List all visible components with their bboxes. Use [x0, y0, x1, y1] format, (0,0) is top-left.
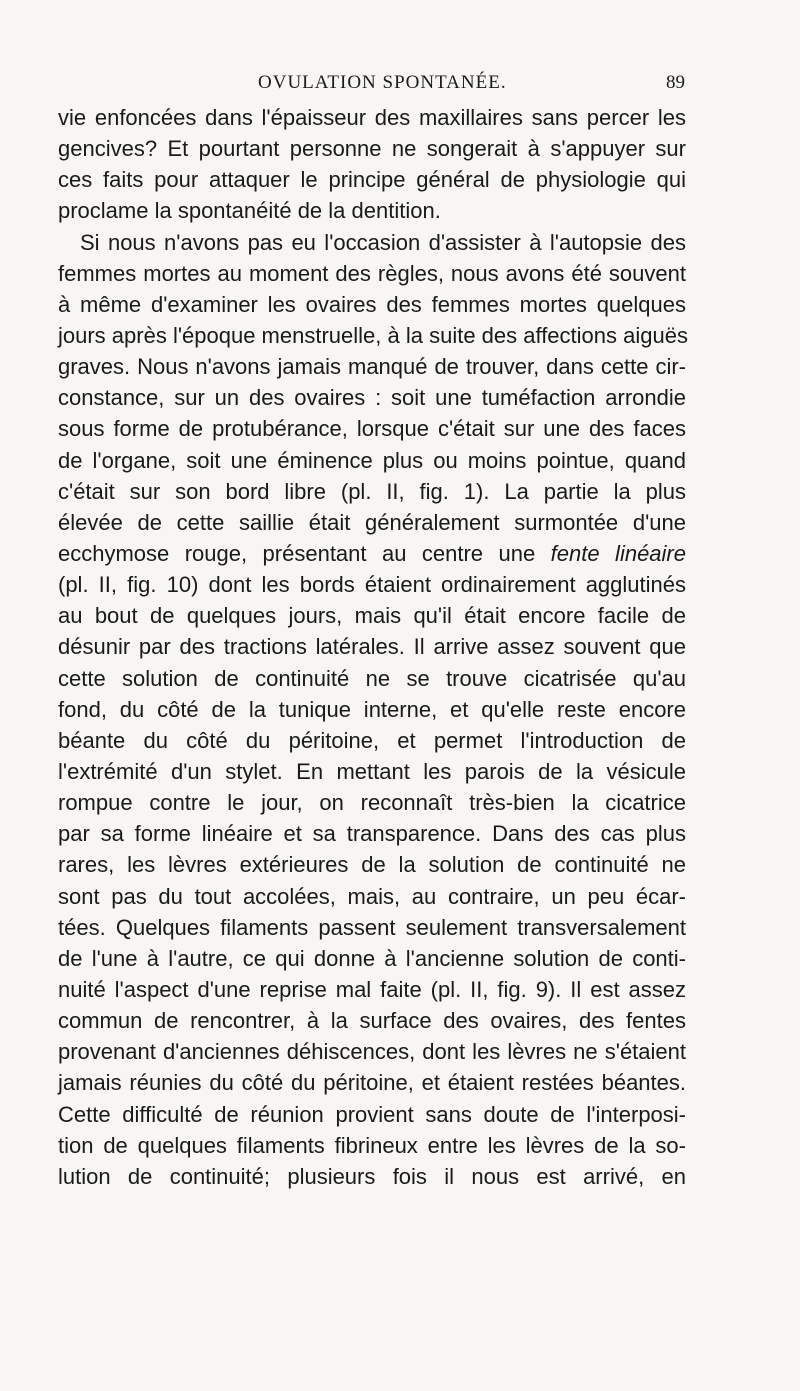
text-line: nuité l'aspect d'une reprise mal faite (pl. II, fig. 9). Il est assez	[58, 976, 686, 1002]
text-line: Si nous n'avons pas eu l'occasion d'assister à l'autopsie des	[80, 229, 686, 255]
text-line: rares, les lèvres extérieures de la solution de continuité ne	[58, 852, 686, 878]
text-line-part: ecchymose rouge, présentant au centre une	[58, 540, 536, 566]
running-title: OVULATION SPONTANÉE.	[258, 72, 507, 93]
text-line: de l'organe, soit une éminence plus ou moins pointue, quand	[58, 447, 686, 473]
text-line: lution de continuité; plusieurs fois il nous est arrivé, en	[58, 1163, 686, 1189]
text-line: à même d'examiner les ovaires des femmes mortes quelques	[58, 291, 686, 317]
page-number: 89	[666, 72, 685, 93]
text-line: tées. Quelques filaments passent seulement transversalement	[58, 914, 686, 940]
text-line: élevée de cette saillie était généralement surmontée d'une	[58, 509, 686, 535]
text-line-with-italic	[58, 538, 686, 569]
text-line: jamais réunies du côté du péritoine, et étaient restées béantes.	[58, 1070, 686, 1096]
text-line: tion de quelques filaments fibrineux entre les lèvres de la so-	[58, 1132, 686, 1158]
text-line: femmes mortes au moment des règles, nous avons été souvent	[58, 260, 686, 286]
text-line: vie enfoncées dans l'épaisseur des maxillaires sans percer les	[58, 105, 686, 130]
text-line: c'était sur son bord libre (pl. II, fig. 1). La partie la plus	[58, 478, 686, 504]
text-line: proclame la spontanéité de la dentition.	[58, 198, 441, 224]
text-line: béante du côté du péritoine, et permet l'introduction de	[58, 727, 686, 753]
text-line: Cette difficulté de réunion provient sans doute de l'interposi-	[58, 1101, 686, 1127]
text-line: au bout de quelques jours, mais qu'il était encore facile de	[58, 603, 686, 629]
text-line: sont pas du tout accolées, mais, au contraire, un peu écar-	[58, 883, 686, 909]
text-line: fond, du côté de la tunique interne, et qu'elle reste encore	[58, 696, 686, 722]
text-line: graves. Nous n'avons jamais manqué de trouver, dans cette cir-	[58, 354, 686, 380]
text-line: de l'une à l'autre, ce qui donne à l'ancienne solution de conti-	[58, 945, 686, 971]
text-line: désunir par des tractions latérales. Il arrive assez souvent que	[58, 634, 686, 660]
text-line: par sa forme linéaire et sa transparence. Dans des cas plus	[58, 821, 686, 847]
text-line: (pl. II, fig. 10) dont les bords étaient ordinairement agglutinés	[58, 572, 686, 598]
running-head	[0, 72, 800, 102]
text-line: ces faits pour attaquer le principe général de physiologie qui	[58, 167, 686, 193]
body-text	[58, 102, 686, 1192]
text-line: provenant d'anciennes déhiscences, dont les lèvres ne s'étaient	[58, 1039, 686, 1065]
text-line: sous forme de protubérance, lorsque c'était sur une des faces	[58, 416, 686, 442]
text-line: cette solution de continuité ne se trouve cicatrisée qu'au	[58, 665, 686, 691]
text-line: commun de rencontrer, à la surface des ovaires, des fentes	[58, 1008, 686, 1034]
text-line: constance, sur un des ovaires : soit une tuméfaction arrondie	[58, 385, 686, 411]
text-line: gencives? Et pourtant personne ne songerait à s'appuyer sur	[58, 136, 686, 162]
text-line: rompue contre le jour, on reconnaît très-bien la cicatrice	[58, 790, 686, 816]
text-line: l'extrémité d'un stylet. En mettant les parois de la vésicule	[58, 758, 686, 784]
text-line: jours après l'époque menstruelle, à la suite des affections aiguës	[58, 322, 688, 348]
italic-phrase: fente linéaire	[550, 540, 686, 566]
